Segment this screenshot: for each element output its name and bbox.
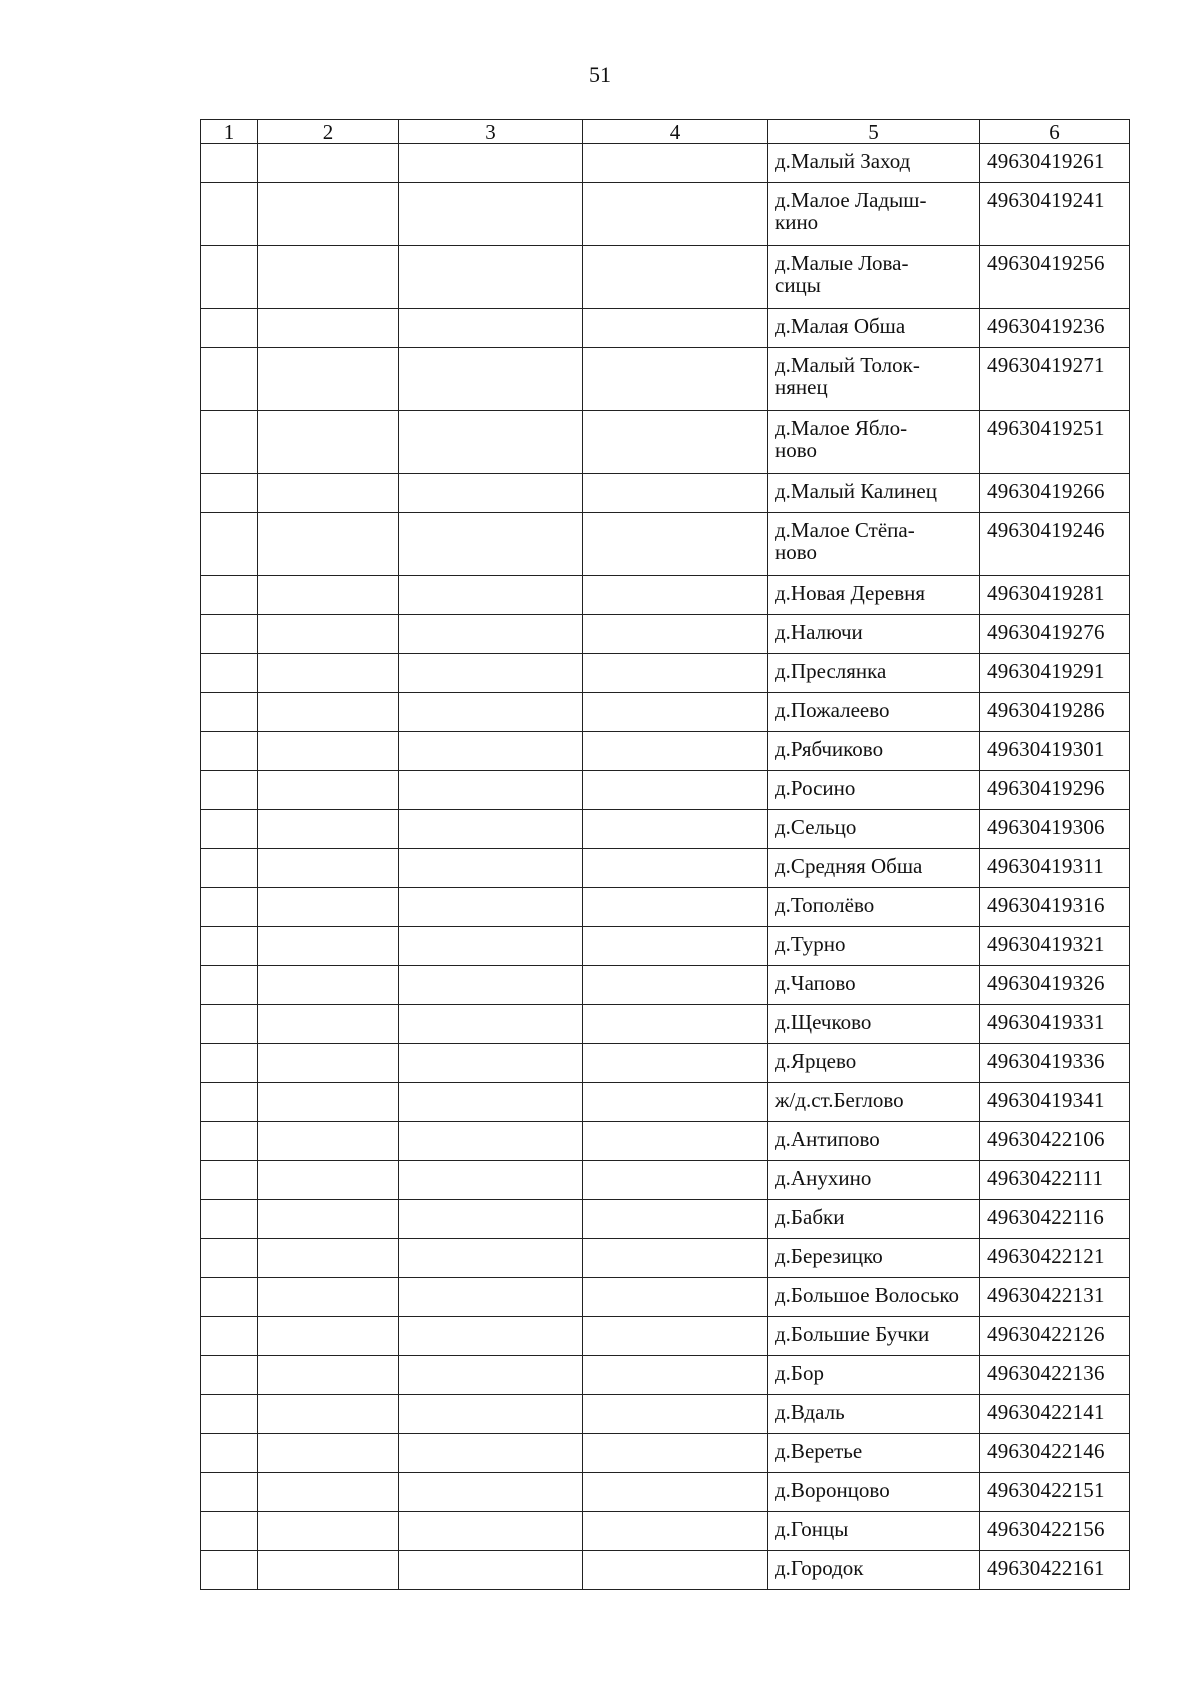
table-row [201, 1434, 1130, 1473]
settlement-code: 49630422161 [980, 1551, 1130, 1590]
empty-cell-col-4 [583, 183, 768, 246]
table-row [201, 1005, 1130, 1044]
empty-cell-col-1 [201, 183, 258, 246]
settlement-name: д.Малый Толок- нянец [768, 348, 980, 411]
empty-cell-col-1 [201, 888, 258, 927]
empty-cell-col-3 [399, 513, 583, 576]
empty-cell-col-1 [201, 246, 258, 309]
empty-cell-col-1 [201, 348, 258, 411]
empty-cell-col-4 [583, 1512, 768, 1551]
empty-cell-col-3 [399, 1161, 583, 1200]
empty-cell-col-4 [583, 1200, 768, 1239]
table-row [201, 1161, 1130, 1200]
settlement-name: д.Сельцо [768, 810, 980, 849]
table-row [201, 810, 1130, 849]
settlement-name: д.Налючи [768, 615, 980, 654]
empty-cell-col-4 [583, 927, 768, 966]
empty-cell-col-2 [258, 1356, 399, 1395]
table-row [201, 576, 1130, 615]
settlement-name: д.Преслянка [768, 654, 980, 693]
empty-cell-col-4 [583, 309, 768, 348]
settlement-name: д.Воронцово [768, 1473, 980, 1512]
empty-cell-col-1 [201, 474, 258, 513]
settlement-code: 49630422156 [980, 1512, 1130, 1551]
settlement-name: д.Большие Бучки [768, 1317, 980, 1356]
empty-cell-col-2 [258, 348, 399, 411]
column-header-4: 4 [583, 120, 768, 144]
empty-cell-col-1 [201, 927, 258, 966]
table-row [201, 1083, 1130, 1122]
empty-cell-col-2 [258, 1239, 399, 1278]
empty-cell-col-4 [583, 1434, 768, 1473]
table-row [201, 771, 1130, 810]
settlement-name: д.Малое Ладыш- кино [768, 183, 980, 246]
empty-cell-col-3 [399, 1317, 583, 1356]
settlement-name: д.Антипово [768, 1122, 980, 1161]
table-row [201, 888, 1130, 927]
empty-cell-col-1 [201, 966, 258, 1005]
table-row [201, 411, 1130, 474]
table-body [201, 144, 1130, 1590]
empty-cell-col-4 [583, 771, 768, 810]
table-row [201, 474, 1130, 513]
settlement-name: д.Веретье [768, 1434, 980, 1473]
empty-cell-col-4 [583, 1395, 768, 1434]
table-row [201, 1395, 1130, 1434]
settlement-code: 49630419281 [980, 576, 1130, 615]
empty-cell-col-2 [258, 411, 399, 474]
empty-cell-col-4 [583, 732, 768, 771]
settlement-name: д.Большое Волосько [768, 1278, 980, 1317]
table-row [201, 1044, 1130, 1083]
empty-cell-col-1 [201, 654, 258, 693]
empty-cell-col-2 [258, 849, 399, 888]
empty-cell-col-4 [583, 1278, 768, 1317]
settlement-name: д.Вдаль [768, 1395, 980, 1434]
empty-cell-col-2 [258, 309, 399, 348]
empty-cell-col-3 [399, 576, 583, 615]
settlement-code: 49630419241 [980, 183, 1130, 246]
settlement-name: ж/д.ст.Беглово [768, 1083, 980, 1122]
settlement-name: д.Росино [768, 771, 980, 810]
empty-cell-col-4 [583, 1473, 768, 1512]
empty-cell-col-3 [399, 246, 583, 309]
settlement-code: 49630419341 [980, 1083, 1130, 1122]
settlement-code: 49630419271 [980, 348, 1130, 411]
empty-cell-col-3 [399, 474, 583, 513]
empty-cell-col-3 [399, 1395, 583, 1434]
empty-cell-col-2 [258, 1122, 399, 1161]
empty-cell-col-1 [201, 1551, 258, 1590]
settlement-code: 49630419311 [980, 849, 1130, 888]
settlement-code: 49630419331 [980, 1005, 1130, 1044]
settlement-code: 49630419246 [980, 513, 1130, 576]
empty-cell-col-4 [583, 1044, 768, 1083]
empty-cell-col-3 [399, 1551, 583, 1590]
empty-cell-col-4 [583, 1122, 768, 1161]
settlement-name: д.Гонцы [768, 1512, 980, 1551]
empty-cell-col-1 [201, 771, 258, 810]
settlement-code: 49630419306 [980, 810, 1130, 849]
empty-cell-col-1 [201, 513, 258, 576]
settlement-name: д.Анухино [768, 1161, 980, 1200]
table-row [201, 1512, 1130, 1551]
settlement-code: 49630422116 [980, 1200, 1130, 1239]
empty-cell-col-3 [399, 966, 583, 1005]
empty-cell-col-1 [201, 732, 258, 771]
settlement-name: д.Рябчиково [768, 732, 980, 771]
empty-cell-col-2 [258, 1512, 399, 1551]
empty-cell-col-1 [201, 1356, 258, 1395]
empty-cell-col-1 [201, 1200, 258, 1239]
settlement-name: д.Турно [768, 927, 980, 966]
empty-cell-col-3 [399, 1044, 583, 1083]
settlement-name: д.Малое Стёпа- ново [768, 513, 980, 576]
empty-cell-col-2 [258, 1395, 399, 1434]
empty-cell-col-4 [583, 615, 768, 654]
empty-cell-col-1 [201, 1395, 258, 1434]
column-header-2: 2 [258, 120, 399, 144]
table-row [201, 927, 1130, 966]
empty-cell-col-3 [399, 144, 583, 183]
settlement-name: д.Малое Ябло- ново [768, 411, 980, 474]
empty-cell-col-1 [201, 849, 258, 888]
settlement-name: д.Новая Деревня [768, 576, 980, 615]
empty-cell-col-3 [399, 1239, 583, 1278]
settlement-code: 49630419256 [980, 246, 1130, 309]
settlement-name: д.Березицко [768, 1239, 980, 1278]
empty-cell-col-1 [201, 1005, 258, 1044]
empty-cell-col-2 [258, 1044, 399, 1083]
empty-cell-col-1 [201, 411, 258, 474]
settlement-code: 49630422151 [980, 1473, 1130, 1512]
empty-cell-col-4 [583, 810, 768, 849]
empty-cell-col-4 [583, 1356, 768, 1395]
settlement-code: 49630419286 [980, 693, 1130, 732]
empty-cell-col-4 [583, 513, 768, 576]
table-row [201, 1317, 1130, 1356]
table-row [201, 849, 1130, 888]
empty-cell-col-2 [258, 1278, 399, 1317]
settlement-name: д.Пожалеево [768, 693, 980, 732]
table-row [201, 1239, 1130, 1278]
settlement-code: 49630419251 [980, 411, 1130, 474]
table-row [201, 693, 1130, 732]
empty-cell-col-2 [258, 1473, 399, 1512]
table-row [201, 654, 1130, 693]
empty-cell-col-1 [201, 1473, 258, 1512]
column-header-1: 1 [201, 120, 258, 144]
settlement-name: д.Малая Обша [768, 309, 980, 348]
settlement-code: 49630419266 [980, 474, 1130, 513]
empty-cell-col-4 [583, 888, 768, 927]
empty-cell-col-2 [258, 888, 399, 927]
empty-cell-col-3 [399, 810, 583, 849]
empty-cell-col-1 [201, 576, 258, 615]
empty-cell-col-1 [201, 1044, 258, 1083]
empty-cell-col-2 [258, 966, 399, 1005]
empty-cell-col-2 [258, 513, 399, 576]
empty-cell-col-2 [258, 1317, 399, 1356]
empty-cell-col-3 [399, 732, 583, 771]
empty-cell-col-4 [583, 1161, 768, 1200]
empty-cell-col-4 [583, 1239, 768, 1278]
empty-cell-col-3 [399, 693, 583, 732]
empty-cell-col-1 [201, 1122, 258, 1161]
empty-cell-col-2 [258, 1083, 399, 1122]
table-row [201, 1200, 1130, 1239]
empty-cell-col-3 [399, 1356, 583, 1395]
empty-cell-col-2 [258, 576, 399, 615]
page-number: 51 [589, 62, 611, 87]
empty-cell-col-3 [399, 411, 583, 474]
empty-cell-col-2 [258, 693, 399, 732]
settlement-code: 49630419291 [980, 654, 1130, 693]
empty-cell-col-2 [258, 1005, 399, 1044]
empty-cell-col-2 [258, 771, 399, 810]
empty-cell-col-1 [201, 1239, 258, 1278]
settlement-code: 49630419321 [980, 927, 1130, 966]
empty-cell-col-2 [258, 615, 399, 654]
table-row [201, 348, 1130, 411]
empty-cell-col-4 [583, 576, 768, 615]
table-row [201, 513, 1130, 576]
settlement-name: д.Чапово [768, 966, 980, 1005]
empty-cell-col-4 [583, 348, 768, 411]
settlement-name: д.Малые Лова- сицы [768, 246, 980, 309]
empty-cell-col-4 [583, 1005, 768, 1044]
table-row [201, 183, 1130, 246]
settlement-code: 49630422131 [980, 1278, 1130, 1317]
empty-cell-col-1 [201, 1083, 258, 1122]
empty-cell-col-4 [583, 474, 768, 513]
empty-cell-col-3 [399, 1512, 583, 1551]
settlement-table [200, 119, 1130, 1590]
empty-cell-col-3 [399, 771, 583, 810]
settlement-code: 49630419301 [980, 732, 1130, 771]
table-row [201, 732, 1130, 771]
settlement-name: д.Городок [768, 1551, 980, 1590]
empty-cell-col-2 [258, 1434, 399, 1473]
empty-cell-col-4 [583, 1551, 768, 1590]
settlement-code: 49630422106 [980, 1122, 1130, 1161]
empty-cell-col-1 [201, 615, 258, 654]
empty-cell-col-3 [399, 1083, 583, 1122]
empty-cell-col-1 [201, 144, 258, 183]
settlement-name: д.Тополёво [768, 888, 980, 927]
settlement-code: 49630419326 [980, 966, 1130, 1005]
empty-cell-col-3 [399, 654, 583, 693]
empty-cell-col-2 [258, 1551, 399, 1590]
empty-cell-col-3 [399, 1122, 583, 1161]
settlement-code: 49630419336 [980, 1044, 1130, 1083]
empty-cell-col-1 [201, 693, 258, 732]
settlement-name: д.Средняя Обша [768, 849, 980, 888]
settlement-code: 49630422146 [980, 1434, 1130, 1473]
empty-cell-col-1 [201, 1161, 258, 1200]
empty-cell-col-2 [258, 927, 399, 966]
settlement-name: д.Малый Заход [768, 144, 980, 183]
empty-cell-col-3 [399, 615, 583, 654]
header-row [201, 120, 1130, 144]
settlement-name: д.Щечково [768, 1005, 980, 1044]
empty-cell-col-4 [583, 246, 768, 309]
settlement-name: д.Ярцево [768, 1044, 980, 1083]
table-row [201, 1551, 1130, 1590]
column-header-5: 5 [768, 120, 980, 144]
column-header-6: 6 [980, 120, 1130, 144]
empty-cell-col-2 [258, 654, 399, 693]
empty-cell-col-3 [399, 927, 583, 966]
empty-cell-col-3 [399, 348, 583, 411]
column-header-3: 3 [399, 120, 583, 144]
settlement-code: 49630419316 [980, 888, 1130, 927]
empty-cell-col-3 [399, 1278, 583, 1317]
empty-cell-col-1 [201, 810, 258, 849]
empty-cell-col-3 [399, 1200, 583, 1239]
empty-cell-col-3 [399, 309, 583, 348]
settlement-name: д.Малый Калинец [768, 474, 980, 513]
table-row [201, 144, 1130, 183]
table-row [201, 246, 1130, 309]
table-row [201, 1122, 1130, 1161]
empty-cell-col-3 [399, 1434, 583, 1473]
empty-cell-col-3 [399, 1005, 583, 1044]
table-row [201, 615, 1130, 654]
empty-cell-col-3 [399, 1473, 583, 1512]
empty-cell-col-4 [583, 966, 768, 1005]
settlement-code: 49630419276 [980, 615, 1130, 654]
empty-cell-col-4 [583, 1083, 768, 1122]
empty-cell-col-2 [258, 1161, 399, 1200]
empty-cell-col-3 [399, 183, 583, 246]
settlement-code: 49630419296 [980, 771, 1130, 810]
settlement-code: 49630422136 [980, 1356, 1130, 1395]
settlement-code: 49630422111 [980, 1161, 1130, 1200]
settlement-code: 49630422141 [980, 1395, 1130, 1434]
settlement-name: д.Бор [768, 1356, 980, 1395]
empty-cell-col-1 [201, 309, 258, 348]
empty-cell-col-3 [399, 888, 583, 927]
empty-cell-col-2 [258, 246, 399, 309]
empty-cell-col-2 [258, 810, 399, 849]
empty-cell-col-2 [258, 144, 399, 183]
empty-cell-col-2 [258, 1200, 399, 1239]
settlement-name: д.Бабки [768, 1200, 980, 1239]
empty-cell-col-2 [258, 183, 399, 246]
empty-cell-col-1 [201, 1317, 258, 1356]
settlement-code: 49630422126 [980, 1317, 1130, 1356]
table-row [201, 966, 1130, 1005]
table-row [201, 1278, 1130, 1317]
empty-cell-col-1 [201, 1278, 258, 1317]
table-row [201, 1356, 1130, 1395]
table-row [201, 1473, 1130, 1512]
empty-cell-col-1 [201, 1512, 258, 1551]
empty-cell-col-2 [258, 474, 399, 513]
settlement-code: 49630422121 [980, 1239, 1130, 1278]
table-row [201, 309, 1130, 348]
empty-cell-col-4 [583, 849, 768, 888]
settlement-code: 49630419236 [980, 309, 1130, 348]
empty-cell-col-4 [583, 1317, 768, 1356]
settlement-code: 49630419261 [980, 144, 1130, 183]
empty-cell-col-4 [583, 411, 768, 474]
empty-cell-col-4 [583, 144, 768, 183]
empty-cell-col-4 [583, 654, 768, 693]
empty-cell-col-4 [583, 693, 768, 732]
empty-cell-col-1 [201, 1434, 258, 1473]
empty-cell-col-3 [399, 849, 583, 888]
empty-cell-col-2 [258, 732, 399, 771]
